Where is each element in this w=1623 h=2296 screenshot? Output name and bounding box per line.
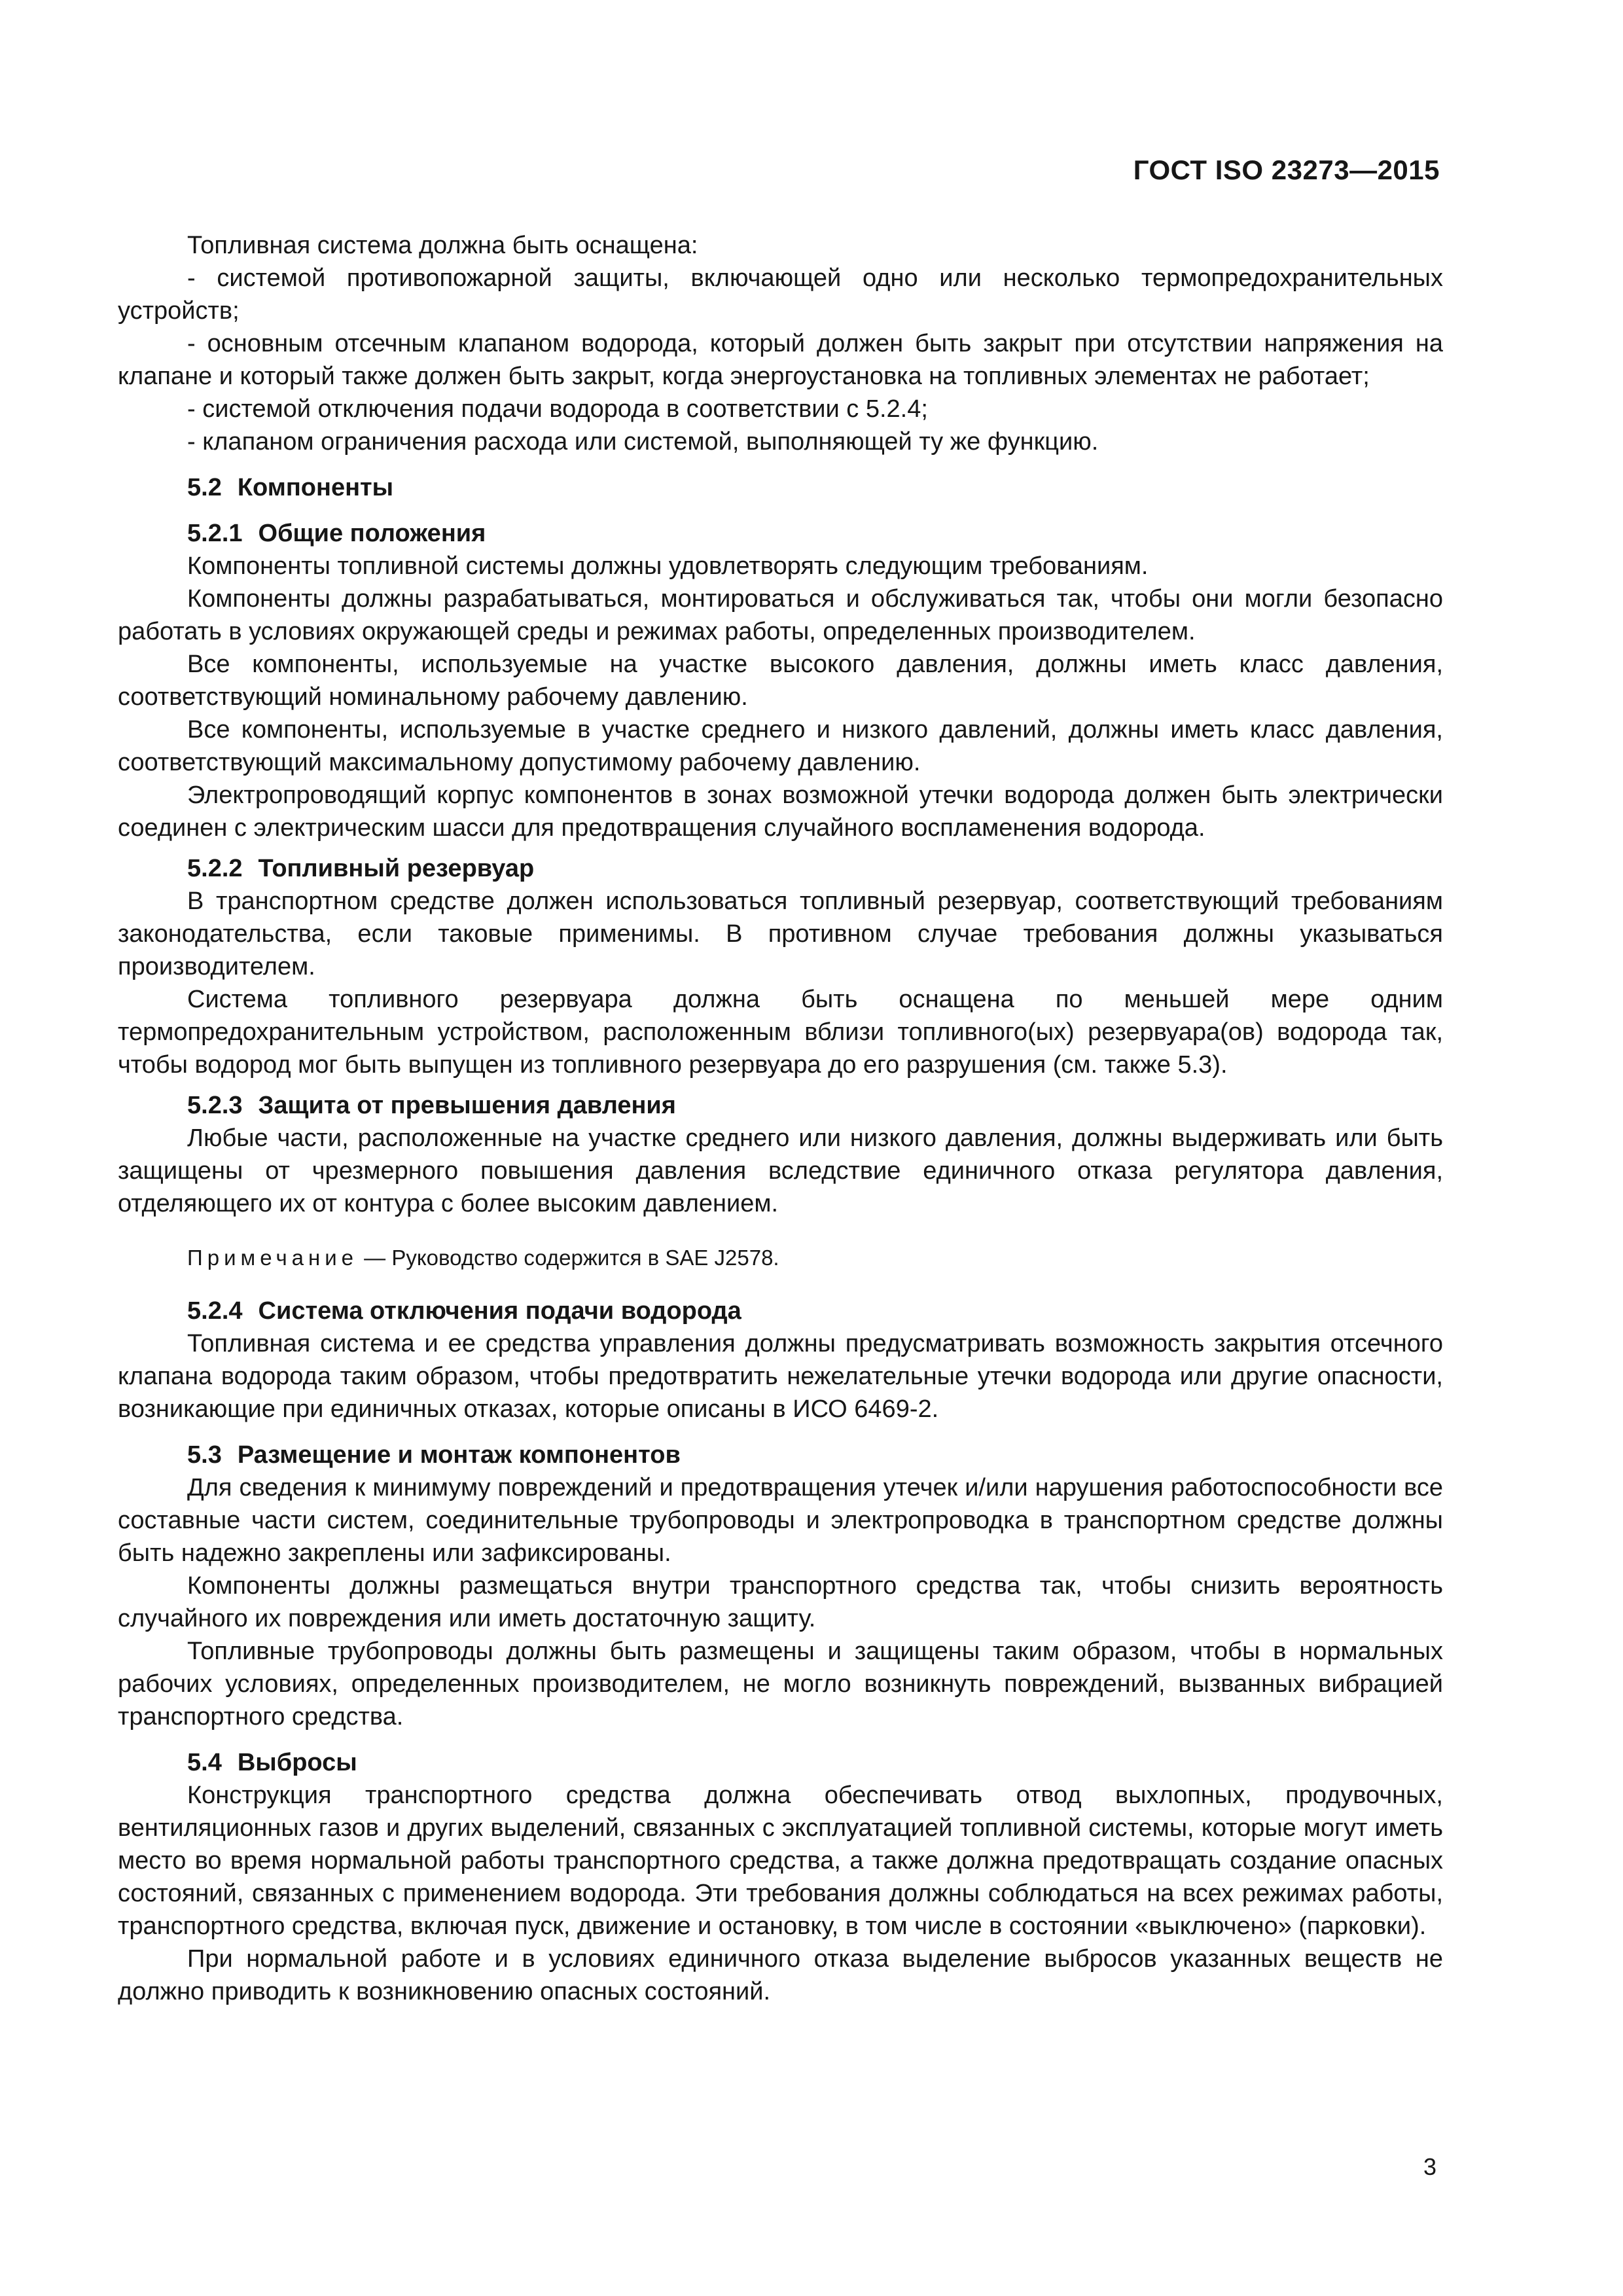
section-number: 5.2.4: [187, 1297, 243, 1325]
section-heading-5-2-2: [118, 852, 1443, 885]
section-number: 5.2.3: [187, 1092, 243, 1119]
section-title: Защита от превышения давления: [258, 1092, 676, 1119]
page-number: 3: [1423, 2153, 1436, 2180]
paragraph: Компоненты топливной системы должны удовлетворять следующим требованиям.: [187, 552, 1149, 580]
intro-item: - системой отключения подачи водорода в соответствии с 5.2.4;: [187, 395, 928, 423]
intro-item: - основным отсечным клапаном водорода, который должен быть закрыт при отсутствии напряжения на клапане и который также должен быть закрыт, когда энергоустановка на топливных элементах не работает;: [118, 330, 1443, 390]
intro-item: - системой противопожарной защиты, включающей одно или несколько термопредохранительных устройств;: [118, 264, 1443, 325]
note: [118, 1244, 1443, 1272]
paragraph: Система топливного резервуара должна быть оснащена по меньшей мере одним термопредохранительным устройством, расположенным вблизи топливного(ых) резервуара(ов) водорода так, чтобы водород мог быть выпущен из топливного резервуара до его разрушения (см. также 5.3).: [118, 986, 1443, 1079]
paragraph: Топливные трубопроводы должны быть размещены и защищены таким образом, чтобы в нормальных рабочих условиях, определенных производителем, не могло возникнуть повреждений, вызванных вибрацией транспортного средства.: [118, 1638, 1443, 1731]
section-heading-5-2-1: [118, 517, 1443, 550]
section-number: 5.3: [187, 1441, 222, 1469]
intro-lead: Топливная система должна быть оснащена:: [187, 232, 698, 259]
paragraph: При нормальной работе и в условиях единичного отказа выделение выбросов указанных веществ не должно приводить к возникновению опасных состояний.: [118, 1945, 1443, 2005]
paragraph: Компоненты должны разрабатываться, монтироваться и обслуживаться так, чтобы они могли безопасно работать в условиях окружающей среды и режимах работы, определенных производителем.: [118, 585, 1443, 645]
section-title: Компоненты: [237, 474, 394, 501]
section-heading-5-2-3: [118, 1089, 1443, 1122]
paragraph: Конструкция транспортного средства должна обеспечивать отвод выхлопных, продувочных, вентиляционных газов и других выделений, связанных с эксплуатацией топливной системы, которые могут иметь место во время нормальной работы транспортного средства, а также должна предотвращать создание опасных состояний, связанных с применением водорода. Эти требования должны соблюдаться на всех режимах работы, транспортного средства, включая пуск, движение и остановку, в том числе в состоянии «выключено» (парковки).: [118, 1782, 1443, 1940]
document-body: [118, 229, 1443, 2008]
section-heading-5-2: [118, 471, 1443, 504]
section-title: Размещение и монтаж компонентов: [237, 1441, 681, 1469]
note-text: — Руководство содержится в SAE J2578.: [358, 1246, 779, 1270]
paragraph: Для сведения к минимуму повреждений и предотвращения утечек и/или нарушения работоспособности все составные части систем, соединительные трубопроводы и электропроводка в транспортном средстве должны быть надежно закреплены или зафиксированы.: [118, 1474, 1443, 1567]
section-heading-5-3: [118, 1439, 1443, 1471]
section-number: 5.2.1: [187, 520, 243, 547]
note-label: Примечание: [187, 1246, 359, 1270]
section-title: Топливный резервуар: [258, 855, 535, 882]
section-heading-5-2-4: [118, 1295, 1443, 1327]
section-title: Общие положения: [258, 520, 486, 547]
section-number: 5.2: [187, 474, 222, 501]
paragraph: Топливная система и ее средства управления должны предусматривать возможность закрытия отсечного клапана водорода таким образом, чтобы предотвратить нежелательные утечки водорода или другие опасности, возникающие при единичных отказах, которые описаны в ИСО 6469-2.: [118, 1330, 1443, 1423]
section-heading-5-4: [118, 1746, 1443, 1779]
intro-item: - клапаном ограничения расхода или системой, выполняющей ту же функцию.: [187, 428, 1099, 456]
section-number: 5.4: [187, 1749, 222, 1776]
paragraph: Электропроводящий корпус компонентов в зонах возможной утечки водорода должен быть электрически соединен с электрическим шасси для предотвращения случайного воспламенения водорода.: [118, 781, 1443, 842]
paragraph: В транспортном средстве должен использоваться топливный резервуар, соответствующий требованиям законодательства, если таковые применимы. В противном случае требования должны указываться производителем.: [118, 888, 1443, 980]
section-title: Выбросы: [237, 1749, 357, 1776]
paragraph: Компоненты должны размещаться внутри транспортного средства так, чтобы снизить вероятность случайного их повреждения или иметь достаточную защиту.: [118, 1572, 1443, 1632]
paragraph: Все компоненты, используемые на участке высокого давления, должны иметь класс давления, соответствующий номинальному рабочему давлению.: [118, 651, 1443, 711]
paragraph: Любые части, расположенные на участке среднего или низкого давления, должны выдерживать или быть защищены от чрезмерного повышения давления вследствие единичного отказа регулятора давления, отделяющего их от контура с более высоким давлением.: [118, 1124, 1443, 1217]
document-header: ГОСТ ISO 23273—2015: [1133, 154, 1440, 185]
paragraph: Все компоненты, используемые в участке среднего и низкого давлений, должны иметь класс давления, соответствующий максимальному допустимому рабочему давлению.: [118, 716, 1443, 776]
section-number: 5.2.2: [187, 855, 243, 882]
section-title: Система отключения подачи водорода: [258, 1297, 741, 1325]
